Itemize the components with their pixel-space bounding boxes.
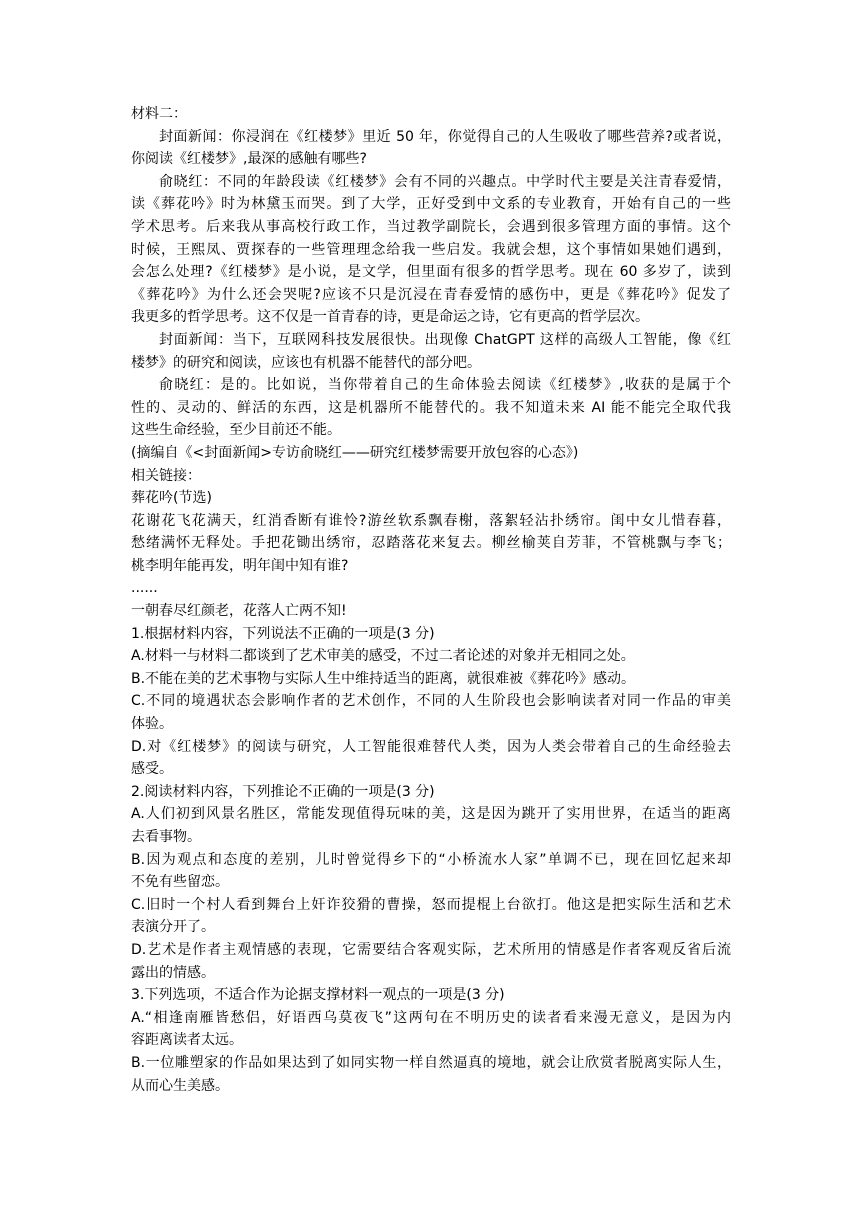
text-line: 容距离读者太远。	[131, 1032, 243, 1049]
text-line: A.“相逢南雁皆愁侣，好语西乌莫夜飞”这两句在不明历史的读者看来漫无意义，是因为内	[131, 1009, 731, 1026]
text-line: 性的、灵动的、鲜活的东西，这是机器所不能替代的。我不知道未来 AI 能不能完全取代我	[131, 399, 731, 416]
text-line: 2.阅读材料内容，下列推论不正确的一项是(3 分)	[131, 783, 435, 800]
text-line: B.因为观点和态度的差别，儿时曾觉得乡下的“小桥流水人家”单调不已，现在回忆起来却	[131, 851, 731, 868]
text-line: 表演分开了。	[131, 919, 215, 936]
text-line: 我更多的哲学思考。这不仅是一首青春的诗，更是命运之诗，它有更高的哲学层次。	[131, 309, 649, 326]
text-line: A.材料一与材料二都谈到了艺术审美的感受，不过二者论述的对象并无相同之处。	[131, 648, 635, 665]
text-line: 材料二：	[131, 106, 187, 122]
document-page	[131, 103, 731, 1097]
text-line: D.艺术是作者主观情感的表现，它需要结合客观实际，艺术所用的情感是作者客观反省后流	[131, 941, 731, 958]
text-line: 楼梦》的研究和阅读，应该也有机器不能替代的部分吧。	[131, 354, 481, 371]
text-line: C.旧时一个村人看到舞台上奸诈狡猾的曹操，怒而提棍上台欲打。他这是把实际生活和艺术	[131, 896, 731, 913]
text-line: D.对《红楼梦》的阅读与研究，人工智能很难替代人类，因为人类会带着自己的生命经验去	[131, 738, 731, 755]
text-line: 葬花吟(节选)	[131, 490, 212, 507]
text-line: 3.下列选项，不适合作为论据支撑材料一观点的一项是(3 分)	[131, 987, 505, 1004]
text-line: 相关链接：	[131, 467, 201, 484]
text-line: 感受。	[131, 761, 173, 778]
text-line: 会怎么处理?《红楼梦》是小说，是文学，但里面有很多的哲学思考。现在 60 多岁了，读到	[131, 264, 731, 281]
text-line: B.不能在美的艺术事物与实际人生中维持适当的距离，就很难被《葬花吟》感动。	[131, 670, 636, 687]
text-line: 封面新闻：你浸润在《红楼梦》里近 50 年，你觉得自己的人生吸收了哪些营养?或者说，	[159, 128, 731, 145]
text-line: (摘编自《<封面新闻>专访俞晓红——研究红楼梦需要开放包容的心态》)	[131, 444, 579, 461]
text-line: A.人们初到风景名胜区，常能发现值得玩味的美，这是因为跳开了实用世界，在适当的距离	[131, 806, 731, 823]
text-line: 你阅读《红楼梦》,最深的感触有哪些?	[131, 151, 367, 168]
text-line: 时候，王熙凤、贾探春的一些管理理念给我一些启发。我就会想，这个事情如果她们遇到，	[131, 241, 731, 258]
text-line: 这些生命经验，至少目前还不能。	[131, 422, 341, 439]
text-line: 体验。	[131, 716, 173, 733]
text-line: 花谢花飞花满天，红消香断有谁怜?游丝软系飘春榭，落絮轻沾扑绣帘。闺中女儿惜春暮，	[131, 512, 731, 529]
text-line: 读《葬花吟》时为林黛玉而哭。到了大学，正好受到中文系的专业教育，开始有自己的一些	[131, 196, 731, 213]
text-line: 封面新闻：当下，互联网科技发展很快。出现像 ChatGPT 这样的高级人工智能，像《红	[159, 331, 731, 348]
text-line: 去看事物。	[131, 829, 201, 845]
text-line: 愁绪满怀无释处。手把花锄出绣帘，忍踏落花来复去。柳丝榆荚自芳菲，不管桃飘与李飞；	[131, 535, 731, 552]
text-line: 俞晓红：不同的年龄段读《红楼梦》会有不同的兴趣点。中学时代主要是关注青春爱情，	[159, 173, 731, 190]
text-line: ......	[131, 580, 158, 597]
text-line: 《葬花吟》为什么还会哭呢?应该不只是沉浸在青春爱情的感伤中，更是《葬花吟》促发了	[131, 286, 731, 303]
text-line: 1.根据材料内容，下列说法不正确的一项是(3 分)	[131, 625, 435, 642]
text-line: 露出的情感。	[131, 964, 215, 981]
text-line: 从而心生美感。	[131, 1077, 229, 1094]
text-line: 一朝春尽红颜老，花落人亡两不知!	[131, 603, 347, 620]
text-line: 桃李明年能再发，明年闺中知有谁?	[131, 557, 349, 574]
text-line: 不免有些留恋。	[131, 874, 229, 891]
text-line: 俞晓红：是的。比如说，当你带着自己的生命体验去阅读《红楼梦》,收获的是属于个	[159, 377, 731, 394]
text-line: 学术思考。后来我从事高校行政工作，当过教学副院长，会遇到很多管理方面的事情。这个	[131, 218, 731, 235]
text-line: B.一位雕塑家的作品如果达到了如同实物一样自然逼真的境地，就会让欣赏者脱离实际人生，	[131, 1054, 731, 1071]
text-line: C.不同的境遇状态会影响作者的艺术创作，不同的人生阶段也会影响读者对同一作品的审美	[131, 693, 731, 710]
